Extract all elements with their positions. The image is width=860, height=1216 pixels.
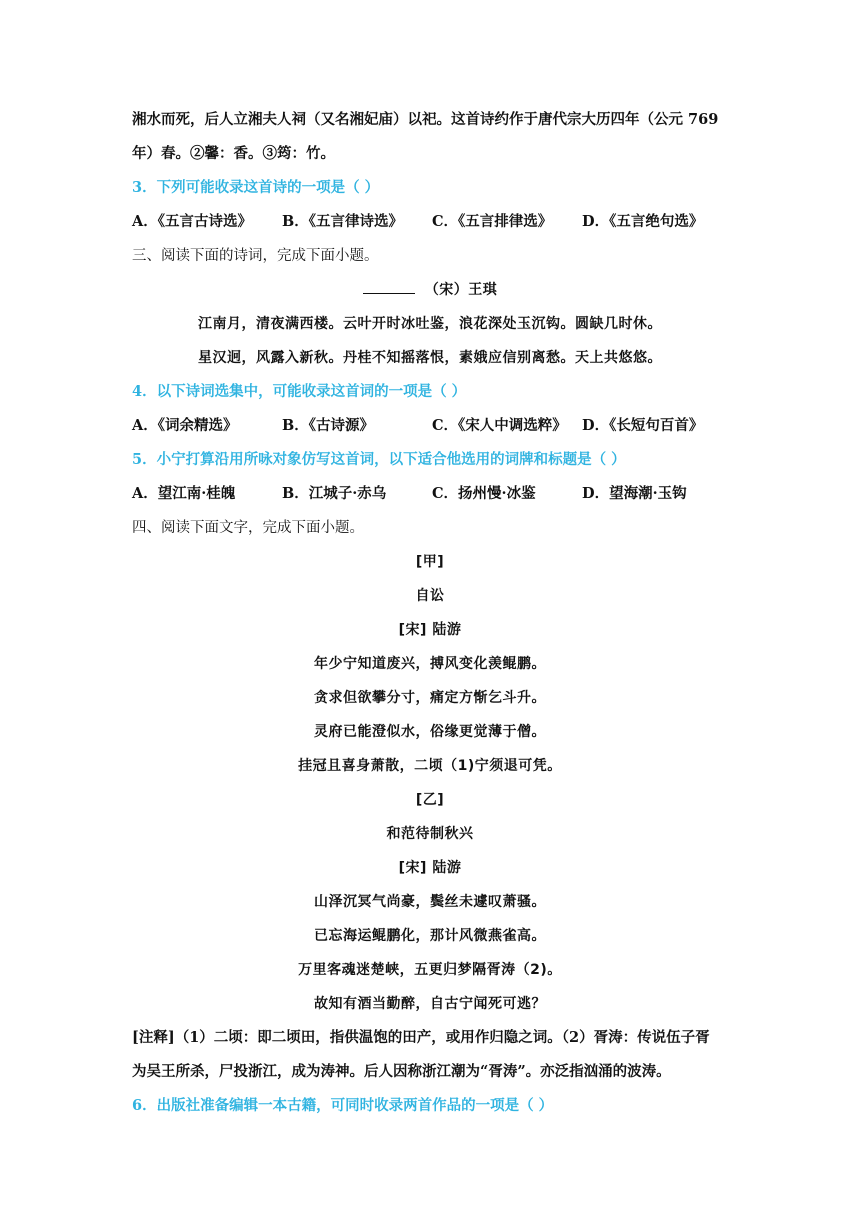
option-a: A．《五言古诗选》 <box>132 213 252 230</box>
poem-1-author: （宋）王琪 <box>424 282 498 298</box>
question-4: 4．以下诗词选集中，可能收录这首词的一项是（ ） <box>132 383 467 400</box>
option-d: D．望海潮·玉钩 <box>582 485 687 502</box>
poem-1-title-line <box>0 279 860 301</box>
question-5-options <box>132 483 750 505</box>
option-b: B．《五言律诗选》 <box>282 213 404 230</box>
poem-3-line-3: 万里客魂迷楚峡，五更归梦隔胥涛（2)。 <box>298 962 562 978</box>
option-c: C．扬州慢·冰鉴 <box>432 485 536 502</box>
question-3-options <box>132 211 750 233</box>
section-4-heading: 四、阅读下面文字，完成下面小题。 <box>132 520 364 536</box>
question-3: 3．下列可能收录这首诗的一项是（ ） <box>132 179 380 196</box>
poem-3-line-1: 山泽沉冥气尚豪，鬓丝未遽叹萧骚。 <box>314 894 546 910</box>
label-yi: [乙] <box>415 792 445 808</box>
annotation-line-2: 为吴王所杀，尸投浙江，成为涛神。后人因称浙江潮为“胥涛”。亦泛指汹涌的波涛。 <box>132 1063 671 1080</box>
option-c: C．《宋人中调选粹》 <box>432 417 567 434</box>
poem-3-line-2: 已忘海运鲲鹏化，那计风微燕雀高。 <box>314 928 546 944</box>
question-6: 6．出版社准备编辑一本古籍，可同时收录两首作品的一项是（ ） <box>132 1097 554 1114</box>
poem-1-line-2: 星汉迥，风露入新秋。丹桂不知摇落恨，素娥应信别离愁。天上共悠悠。 <box>198 350 662 366</box>
option-d: D．《长短句百首》 <box>582 417 704 434</box>
poem-2-line-4: 挂冠且喜身萧散，二顷（1)宁须退可凭。 <box>298 758 562 774</box>
poem-2-line-3: 灵府已能澄似水，俗缘更觉薄于僧。 <box>314 724 546 740</box>
option-a: A．《词余精选》 <box>132 417 238 434</box>
option-d: D．《五言绝句选》 <box>582 213 704 230</box>
note-line-1: 湘水而死，后人立湘夫人祠（又名湘妃庙）以祀。这首诗约作于唐代宗大历四年（公元 769 <box>132 111 719 128</box>
question-4-options <box>132 415 750 437</box>
annotation-line-1: [注释]（1）二顷：即二顷田，指供温饱的田产，或用作归隐之词。（2）胥涛：传说伍子胥 <box>132 1029 710 1046</box>
label-jia: [甲] <box>415 554 445 570</box>
option-b: B．江城子·赤乌 <box>282 485 387 502</box>
question-5: 5．小宁打算沿用所咏对象仿写这首词，以下适合他选用的词牌和标题是（ ） <box>132 451 626 468</box>
option-a: A．望江南·桂魄 <box>132 485 236 502</box>
poem-3-line-4: 故知有酒当勤醉，自古宁闻死可逃？ <box>314 996 546 1012</box>
option-b: B．《古诗源》 <box>282 417 375 434</box>
option-c: C．《五言排律选》 <box>432 213 553 230</box>
note-line-2: 年）春。②馨：香。③筠：竹。 <box>132 145 335 162</box>
section-3-heading: 三、阅读下面的诗词，完成下面小题。 <box>132 248 379 264</box>
poem-1-line-1: 江南月，清夜满西楼。云叶开时冰吐鉴，浪花深处玉沉钩。圆缺几时休。 <box>198 316 662 332</box>
title-blank <box>363 281 415 294</box>
poem-2-author: [宋] 陆游 <box>398 622 462 638</box>
poem-2-title: 自讼 <box>415 588 445 604</box>
poem-2-line-1: 年少宁知道废兴，搏风变化羡鲲鹏。 <box>314 656 546 672</box>
poem-3-author: [宋] 陆游 <box>398 860 462 876</box>
poem-2-line-2: 贪求但欲攀分寸，痛定方惭乞斗升。 <box>314 690 546 706</box>
poem-3-title: 和范待制秋兴 <box>386 826 474 842</box>
